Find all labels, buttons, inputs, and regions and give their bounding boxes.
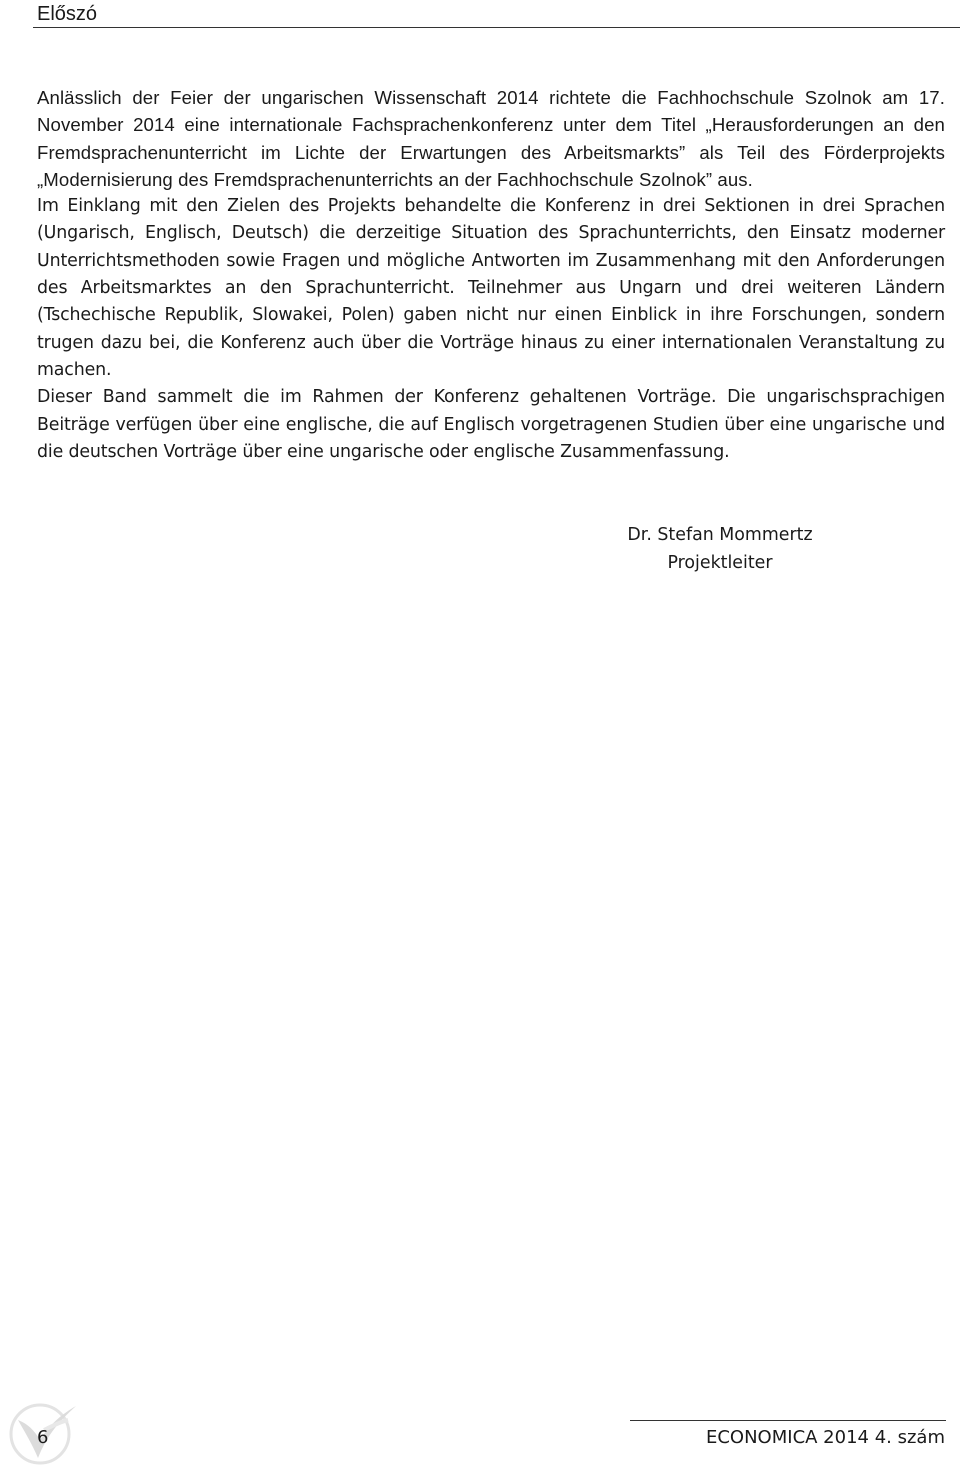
paragraph-volume: Dieser Band sammelt die im Rahmen der Konferenz gehaltenen Vorträge. Die ungarischsprachigen Beiträge verfügen über eine englische, die auf Englisch vorgetragenen Studien über eine ungarische und die deutschen Vorträge über eine ungarische oder englische Zusammenfassung. (37, 387, 945, 462)
preface-body (37, 84, 945, 466)
signature-name: Dr. Stefan Mommertz (627, 525, 813, 545)
journal-issue: ECONOMICA 2014 4. szám (705, 1427, 945, 1448)
page-number: 6 (37, 1427, 49, 1448)
signature-role: Projektleiter (667, 553, 773, 573)
signature-block (600, 521, 840, 577)
footer-divider (630, 1420, 946, 1421)
page-title: Előszó (37, 3, 98, 25)
header-divider (33, 27, 960, 28)
paragraph-intro: Anlässlich der Feier der ungarischen Wissenschaft 2014 richtete die Fachhochschule Szolnok am 17. November 2014 eine internationale Fachsprachenkonferenz unter dem Titel „Herausforderungen an den Fremdsprachenunterricht im Lichte der Erwartungen des Arbeitsmarkts” als Teil des Förderprojekts „Modernisierung des Fremdsprachenunterrichts an der Fachhochschule Szolnok” aus. (37, 87, 945, 190)
paragraph-conference: Im Einklang mit den Zielen des Projekts behandelte die Konferenz in drei Sektionen in drei Sprachen (Ungarisch, Englisch, Deutsch) die derzeitige Situation des Sprachunterrichts, den Einsatz moderner Unterrichtsmethoden sowie Fragen und mögliche Antworten im Zusammenhang mit den Anforderungen des Arbeitsmarktes an den Sprachunterricht. Teilnehmer aus Ungarn und drei weiteren Ländern (Tschechische Republik, Slowakei, Polen) gaben nicht nur einen Einblick in ihre Forschungen, sondern trugen dazu bei, die Konferenz auch über die Vorträge hinaus zu einer internationalen Veranstaltung zu machen. (37, 196, 945, 380)
